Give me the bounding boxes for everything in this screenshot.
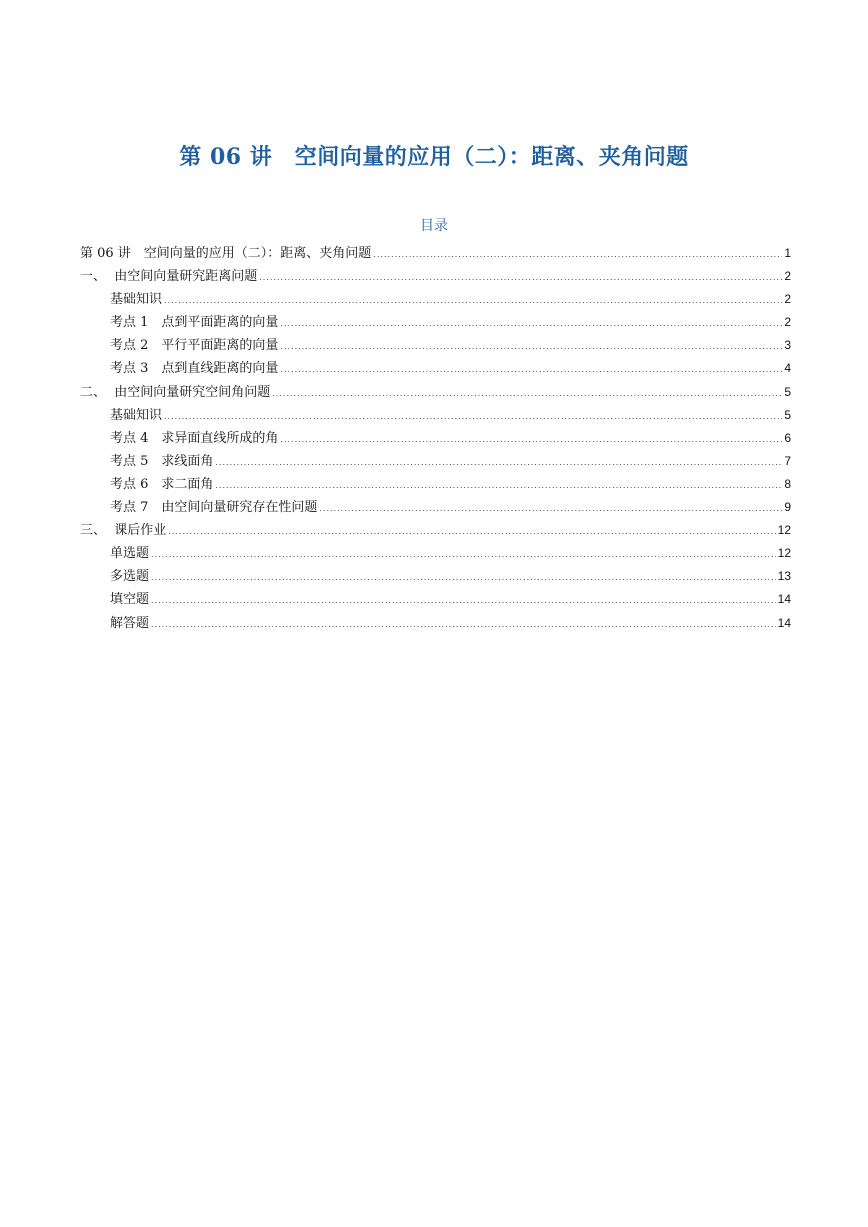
toc-entry[interactable] bbox=[80, 497, 791, 520]
toc-entry-label: 一、 由空间向量研究距离问题 bbox=[80, 269, 258, 285]
toc-dot-leader bbox=[259, 268, 782, 288]
toc-dot-leader bbox=[215, 476, 782, 496]
toc-entry-label: 考点 5 求线面角 bbox=[110, 453, 214, 469]
document-title: 第 06 讲 空间向量的应用（二）：距离、夹角问题 bbox=[179, 144, 689, 170]
toc-dot-leader bbox=[280, 360, 782, 380]
toc-entry-label: 考点 3 点到直线距离的向量 bbox=[110, 361, 279, 377]
table-of-contents bbox=[80, 243, 791, 636]
toc-entry-page-number: 3 bbox=[784, 338, 791, 353]
toc-dot-leader bbox=[151, 545, 776, 565]
toc-entry-label: 考点 4 求异面直线所成的角 bbox=[110, 430, 279, 446]
toc-entry[interactable] bbox=[80, 312, 791, 335]
toc-entry-label: 二、 由空间向量研究空间角问题 bbox=[80, 384, 271, 400]
toc-entry-page-number: 8 bbox=[784, 476, 791, 491]
toc-dot-leader bbox=[164, 291, 782, 311]
toc-entry-label: 考点 2 平行平面距离的向量 bbox=[110, 338, 279, 354]
toc-entry[interactable] bbox=[80, 335, 791, 358]
toc-entry[interactable] bbox=[80, 589, 791, 612]
toc-entry-page-number: 2 bbox=[784, 269, 791, 284]
toc-entry-label: 基础知识 bbox=[110, 292, 163, 308]
toc-entry-label: 单选题 bbox=[110, 546, 150, 562]
toc-entry-page-number: 12 bbox=[777, 546, 791, 561]
toc-entry-label: 考点 6 求二面角 bbox=[110, 476, 214, 492]
toc-entry-page-number: 5 bbox=[784, 407, 791, 422]
toc-entry-label: 三、 课后作业 bbox=[80, 523, 167, 539]
toc-entry[interactable] bbox=[80, 266, 791, 289]
toc-entry-label: 考点 1 点到平面距离的向量 bbox=[110, 315, 279, 331]
toc-entry-page-number: 14 bbox=[777, 615, 791, 630]
toc-entry-page-number: 7 bbox=[784, 453, 791, 468]
toc-dot-leader bbox=[215, 453, 782, 473]
toc-dot-leader bbox=[319, 499, 782, 519]
toc-entry[interactable] bbox=[80, 474, 791, 497]
toc-entry[interactable] bbox=[80, 405, 791, 428]
toc-dot-leader bbox=[280, 337, 782, 357]
toc-entry[interactable] bbox=[80, 613, 791, 636]
toc-entry-page-number: 4 bbox=[784, 361, 791, 376]
toc-entry-label: 基础知识 bbox=[110, 407, 163, 423]
toc-entry-page-number: 5 bbox=[784, 384, 791, 399]
toc-entry[interactable] bbox=[80, 382, 791, 405]
toc-entry-page-number: 1 bbox=[784, 246, 791, 260]
toc-entry[interactable] bbox=[80, 428, 791, 451]
toc-entry-page-number: 12 bbox=[777, 523, 791, 538]
toc-entry[interactable] bbox=[80, 289, 791, 312]
toc-entry-label: 填空题 bbox=[110, 592, 150, 608]
toc-entry[interactable] bbox=[80, 543, 791, 566]
toc-entry-label: 解答题 bbox=[110, 615, 150, 631]
toc-entry[interactable] bbox=[80, 358, 791, 381]
toc-dot-leader bbox=[164, 407, 782, 427]
toc-entry-page-number: 9 bbox=[784, 500, 791, 515]
toc-entry-label: 第 06 讲 空间向量的应用（二）：距离、夹角问题 bbox=[80, 246, 372, 261]
toc-entry-page-number: 2 bbox=[784, 315, 791, 330]
toc-dot-leader bbox=[373, 245, 782, 265]
toc-entry[interactable] bbox=[80, 520, 791, 543]
toc-entry-page-number: 2 bbox=[784, 292, 791, 307]
toc-dot-leader bbox=[280, 314, 782, 334]
toc-entry[interactable] bbox=[80, 243, 791, 266]
toc-heading: 目录 bbox=[420, 218, 448, 234]
toc-dot-leader bbox=[151, 591, 776, 611]
toc-dot-leader bbox=[151, 615, 776, 635]
toc-dot-leader bbox=[168, 522, 775, 542]
toc-dot-leader bbox=[272, 384, 782, 404]
toc-entry-page-number: 13 bbox=[777, 569, 791, 584]
toc-dot-leader bbox=[280, 430, 782, 450]
toc-entry[interactable] bbox=[80, 566, 791, 589]
toc-entry[interactable] bbox=[80, 451, 791, 474]
toc-entry-page-number: 6 bbox=[784, 430, 791, 445]
toc-entry-label: 多选题 bbox=[110, 569, 150, 585]
toc-dot-leader bbox=[151, 568, 776, 588]
toc-entry-page-number: 14 bbox=[777, 592, 791, 607]
toc-entry-label: 考点 7 由空间向量研究存在性问题 bbox=[110, 500, 318, 516]
